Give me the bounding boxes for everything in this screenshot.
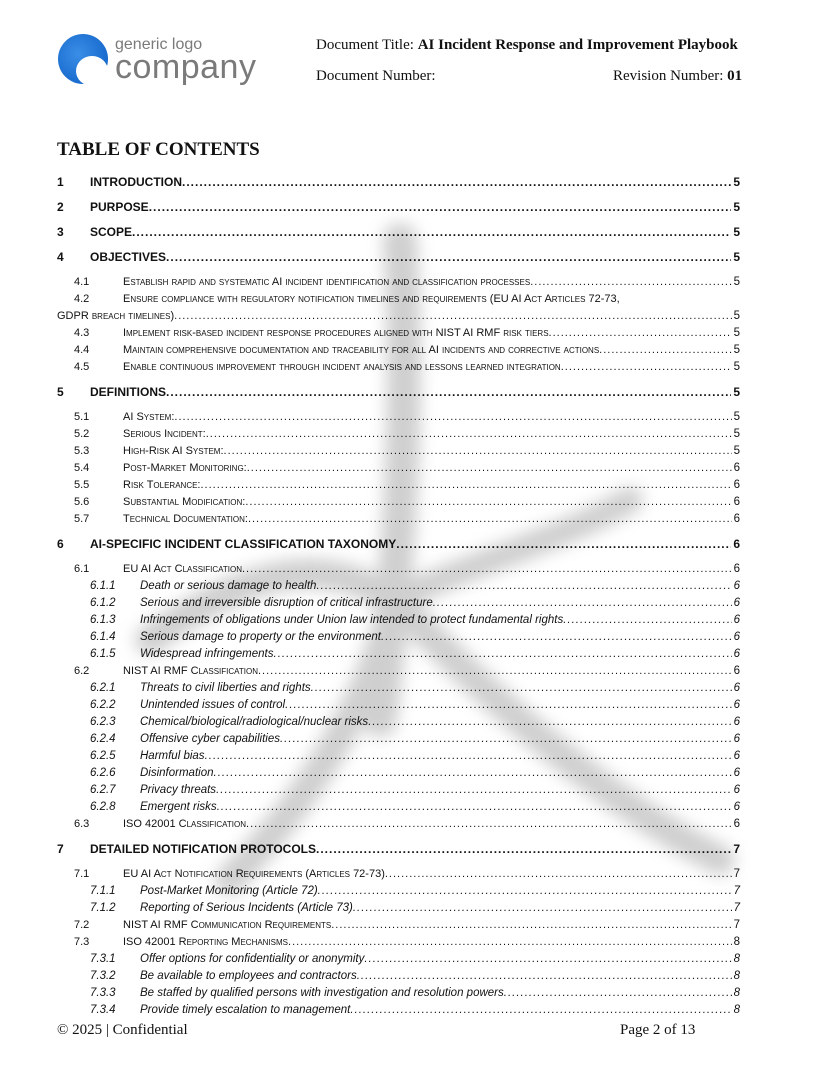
- title-label: Document Title:: [316, 37, 414, 53]
- toc-entry-page: 6: [733, 597, 740, 609]
- toc-dot-leader: [248, 511, 732, 528]
- toc-entry-number: 4: [57, 250, 64, 264]
- toc-entry-text: Provide timely escalation to management: [140, 1004, 351, 1016]
- toc-entry-page: 7: [733, 902, 740, 914]
- toc-entry-number: 5.2: [74, 428, 90, 440]
- toc-entry[interactable]: [57, 426, 740, 443]
- toc-entry-page: 7: [733, 868, 740, 880]
- toc-entry[interactable]: [57, 536, 740, 553]
- toc-entry[interactable]: [57, 578, 740, 595]
- toc-entry-number: 6.2.4: [90, 733, 116, 745]
- toc-entry-page: 6: [733, 682, 740, 694]
- toc-entry-page: 8: [733, 970, 740, 982]
- toc-entry-text: High-Risk AI System:: [123, 445, 224, 457]
- logo-circle-icon: [58, 34, 108, 84]
- toc-entry-number: 6.1: [74, 563, 90, 575]
- toc-entry-number: 4.1: [74, 276, 90, 288]
- toc-entry-page: 5: [733, 411, 740, 423]
- toc-dot-leader: [132, 224, 731, 241]
- toc-entry[interactable]: [57, 629, 740, 646]
- toc-entry-number: 5.4: [74, 462, 90, 474]
- toc-entry[interactable]: [57, 748, 740, 765]
- toc-entry-page: 6: [733, 580, 740, 592]
- toc-entry-number: 7.3.2: [90, 970, 116, 982]
- toc-entry-text: SCOPE: [90, 225, 133, 239]
- toc-entry-number: 6.2.1: [90, 682, 116, 694]
- toc-entry-page: 5: [733, 361, 740, 373]
- toc-dot-leader: [331, 917, 731, 934]
- toc-entry-number: 7.1.2: [90, 902, 116, 914]
- toc-entry-page: 7: [733, 885, 740, 897]
- toc-dot-leader: [530, 274, 731, 291]
- toc-entry-page: 6: [733, 496, 740, 508]
- toc-dot-leader: [149, 199, 732, 216]
- toc-entry-text: Threats to civil liberties and rights: [140, 682, 311, 694]
- toc-entry-number: 5.1: [74, 411, 90, 423]
- toc-entry-text: Be available to employees and contractors: [140, 970, 357, 982]
- toc-dot-leader: [357, 968, 732, 985]
- toc-entry-text: Unintended issues of control: [140, 699, 286, 711]
- toc-dot-leader: [381, 629, 732, 646]
- toc-entry-number: 4.4: [74, 344, 90, 356]
- toc-entry-text: Serious damage to property or the environment: [140, 631, 381, 643]
- toc-entry-number: 7.3.3: [90, 987, 116, 999]
- toc-dot-leader: [224, 443, 732, 460]
- toc-entry-page: 5: [733, 276, 740, 288]
- toc-entry-page: 8: [733, 953, 740, 965]
- toc-entry[interactable]: [57, 799, 740, 816]
- toc-entry[interactable]: [57, 816, 740, 833]
- toc-entry-page: 6: [733, 750, 740, 762]
- toc-dot-leader: [561, 359, 732, 376]
- toc-dot-leader: [174, 308, 731, 325]
- table-of-contents: [57, 174, 740, 1019]
- toc-entry[interactable]: [57, 342, 740, 359]
- toc-entry-page: 5: [733, 327, 740, 339]
- toc-entry[interactable]: [57, 663, 740, 680]
- toc-entry-number: 4.2: [74, 293, 90, 305]
- toc-entry-text: Widespread infringements: [140, 648, 274, 660]
- toc-entry[interactable]: [57, 359, 740, 376]
- toc-entry-text: Death or serious damage to health: [140, 580, 317, 592]
- logo-text-bottom: company: [115, 48, 257, 86]
- toc-dot-leader: [216, 782, 732, 799]
- toc-entry-page: 6: [733, 631, 740, 643]
- toc-entry-text: Serious Incident:: [123, 428, 206, 440]
- toc-entry-text: Ensure compliance with regulatory notification timelines and requirements (EU AI Act Articles 72-73,: [123, 293, 620, 305]
- toc-entry[interactable]: [57, 308, 740, 325]
- toc-entry-number: 5.3: [74, 445, 90, 457]
- toc-entry-page: 5: [733, 385, 740, 399]
- toc-entry-text: Harmful bias: [140, 750, 205, 762]
- toc-entry[interactable]: [57, 680, 740, 697]
- toc-dot-leader: [364, 951, 731, 968]
- toc-dot-leader: [247, 460, 732, 477]
- toc-entry[interactable]: [57, 646, 740, 663]
- footer-page-number: Page 2 of 13: [620, 1022, 696, 1038]
- toc-dot-leader: [245, 494, 731, 511]
- toc-entry-page: 6: [733, 537, 740, 551]
- toc-entry-text: Emergent risks: [140, 801, 217, 813]
- toc-entry-page: 5: [733, 428, 740, 440]
- toc-dot-leader: [214, 765, 732, 782]
- toc-entry-number: 7.1.1: [90, 885, 116, 897]
- toc-entry[interactable]: [57, 951, 740, 968]
- toc-entry-page: 6: [733, 462, 740, 474]
- toc-dot-leader: [242, 561, 732, 578]
- toc-entry-page: 6: [733, 513, 740, 525]
- toc-entry-number: 6.2.3: [90, 716, 116, 728]
- toc-entry-text: Be staffed by qualified persons with investigation and resolution powers: [140, 987, 504, 999]
- title-value: AI Incident Response and Improvement Playbook: [417, 37, 738, 53]
- toc-entry-text: ISO 42001 Reporting Mechanisms: [123, 936, 289, 948]
- toc-dot-leader: [316, 578, 731, 595]
- toc-entry-page: 5: [733, 250, 740, 264]
- toc-entry-text: Technical Documentation:: [123, 513, 248, 525]
- toc-dot-leader: [549, 325, 732, 342]
- toc-entry-text: Offensive cyber capabilities: [140, 733, 280, 745]
- toc-dot-leader: [200, 477, 731, 494]
- toc-dot-leader: [206, 426, 732, 443]
- revision-label: Revision Number:: [613, 68, 724, 84]
- toc-dot-leader: [280, 731, 732, 748]
- toc-entry-text: Infringements of obligations under Union law intended to protect fundamental rights: [140, 614, 564, 626]
- toc-entry-number: 6.2.2: [90, 699, 116, 711]
- toc-entry[interactable]: [57, 249, 740, 266]
- footer-copyright: © 2025 | Confidential: [57, 1022, 188, 1038]
- toc-dot-leader: [288, 934, 732, 951]
- toc-entry-number: 6.2.6: [90, 767, 116, 779]
- document-title: [316, 37, 738, 54]
- toc-entry-text: Offer options for confidentiality or anonymity: [140, 953, 365, 965]
- toc-entry-text: Chemical/biological/radiological/nuclear risks: [140, 716, 369, 728]
- toc-dot-leader: [274, 646, 732, 663]
- toc-heading: TABLE OF CONTENTS: [57, 139, 260, 160]
- toc-entry-page: 5: [733, 310, 740, 322]
- toc-dot-leader: [246, 816, 732, 833]
- toc-entry[interactable]: [57, 841, 740, 858]
- toc-entry[interactable]: [57, 384, 740, 401]
- toc-entry-number: 7.2: [74, 919, 90, 931]
- toc-entry-number: 7: [57, 842, 64, 856]
- toc-entry-number: 7.3.1: [90, 953, 116, 965]
- toc-entry-text: Disinformation: [140, 767, 214, 779]
- toc-entry[interactable]: [57, 697, 740, 714]
- toc-dot-leader: [433, 595, 732, 612]
- toc-entry-page: 8: [733, 936, 740, 948]
- toc-entry-number: 6.1.1: [90, 580, 116, 592]
- toc-entry-page: 5: [733, 445, 740, 457]
- toc-entry[interactable]: [57, 917, 740, 934]
- toc-entry[interactable]: [57, 477, 740, 494]
- toc-entry-page: 6: [733, 716, 740, 728]
- toc-entry-number: 6.1.5: [90, 648, 116, 660]
- toc-entry-number: 4.5: [74, 361, 90, 373]
- toc-entry-text: ISO 42001 Classification: [123, 818, 247, 830]
- toc-dot-leader: [217, 799, 732, 816]
- toc-entry-text: EU AI Act Notification Requirements (Articles 72-73): [123, 868, 385, 880]
- toc-entry-text: Substantial Modification:: [123, 496, 246, 508]
- toc-dot-leader: [182, 174, 731, 191]
- toc-entry-number: 6.2: [74, 665, 90, 677]
- toc-entry-text: Maintain comprehensive documentation and traceability for all AI incidents and corrective actions: [123, 344, 600, 356]
- toc-entry-page: 6: [733, 733, 740, 745]
- toc-entry[interactable]: [57, 174, 740, 191]
- toc-dot-leader: [205, 748, 732, 765]
- toc-entry-text: Post-Market Monitoring:: [123, 462, 247, 474]
- toc-entry-text: Post-Market Monitoring (Article 72): [140, 885, 318, 897]
- toc-entry-number: 6.2.5: [90, 750, 116, 762]
- toc-entry[interactable]: [57, 765, 740, 782]
- toc-entry-number: 6.3: [74, 818, 90, 830]
- toc-entry-number: 6.1.3: [90, 614, 116, 626]
- toc-entry-text: AI System:: [123, 411, 175, 423]
- toc-entry-text: PURPOSE: [90, 200, 149, 214]
- toc-entry-number: 5.5: [74, 479, 90, 491]
- toc-entry-number: 6.2.8: [90, 801, 116, 813]
- toc-entry-page: 5: [733, 225, 740, 239]
- toc-entry-text: Implement risk-based incident response procedures aligned with NIST AI RMF risk tiers: [123, 327, 549, 339]
- toc-entry-page: 5: [733, 344, 740, 356]
- toc-entry-text: NIST AI RMF Classification: [123, 665, 258, 677]
- toc-entry-number: 3: [57, 225, 64, 239]
- revision-number: [613, 68, 742, 85]
- toc-entry-text: DEFINITIONS: [90, 385, 167, 399]
- toc-entry-text: AI-SPECIFIC INCIDENT CLASSIFICATION TAXONOMY: [90, 537, 397, 551]
- toc-entry[interactable]: [57, 561, 740, 578]
- toc-entry[interactable]: [57, 325, 740, 342]
- toc-entry-page: 6: [733, 801, 740, 813]
- toc-entry-number: 5.7: [74, 513, 90, 525]
- toc-entry-text: NIST AI RMF Communication Requirements: [123, 919, 332, 931]
- toc-entry-page: 6: [733, 767, 740, 779]
- toc-entry-page: 6: [733, 665, 740, 677]
- toc-entry[interactable]: [57, 409, 740, 426]
- toc-entry-page: 6: [733, 648, 740, 660]
- toc-entry-page: 8: [733, 1004, 740, 1016]
- toc-entry-page: 6: [733, 563, 740, 575]
- toc-entry-text: DETAILED NOTIFICATION PROTOCOLS: [90, 842, 316, 856]
- toc-entry-page: 7: [733, 842, 740, 856]
- toc-entry-text: INTRODUCTION: [90, 175, 182, 189]
- toc-dot-leader: [396, 536, 731, 553]
- toc-entry[interactable]: [57, 968, 740, 985]
- toc-entry[interactable]: [57, 291, 740, 308]
- toc-dot-leader: [350, 1002, 731, 1019]
- toc-dot-leader: [504, 985, 732, 1002]
- toc-dot-leader: [166, 249, 731, 266]
- toc-entry-number: 2: [57, 200, 64, 214]
- toc-entry-page: 6: [733, 699, 740, 711]
- toc-dot-leader: [258, 663, 732, 680]
- toc-entry-number: 7.3.4: [90, 1004, 116, 1016]
- toc-entry-text: EU AI Act Classification: [123, 563, 242, 575]
- toc-entry[interactable]: [57, 883, 740, 900]
- toc-entry[interactable]: [57, 985, 740, 1002]
- toc-entry-text: Privacy threats: [140, 784, 217, 796]
- toc-entry[interactable]: [57, 714, 740, 731]
- document-number-label: Document Number:: [316, 68, 436, 84]
- toc-entry[interactable]: [57, 900, 740, 917]
- toc-dot-leader: [316, 841, 731, 858]
- toc-dot-leader: [353, 900, 732, 917]
- toc-entry-number: 4.3: [74, 327, 90, 339]
- toc-entry[interactable]: [57, 782, 740, 799]
- toc-entry-number: 5: [57, 385, 64, 399]
- toc-entry[interactable]: [57, 443, 740, 460]
- toc-dot-leader: [385, 866, 732, 883]
- toc-entry-number: 5.6: [74, 496, 90, 508]
- toc-entry-text: Enable continuous improvement through incident analysis and lessons learned integration: [123, 361, 561, 373]
- company-logo: [58, 34, 268, 90]
- toc-entry-text: Establish rapid and systematic AI incident identification and classification processes: [123, 276, 531, 288]
- logo-text-top: generic logo: [115, 36, 203, 53]
- revision-value: 01: [727, 68, 743, 84]
- toc-entry-text: OBJECTIVES: [90, 250, 167, 264]
- toc-entry-number: 6.2.7: [90, 784, 116, 796]
- toc-entry-page: 8: [733, 987, 740, 999]
- toc-entry[interactable]: [57, 612, 740, 629]
- toc-entry-text: Serious and irreversible disruption of critical infrastructure: [140, 597, 433, 609]
- toc-entry-number: 1: [57, 175, 64, 189]
- toc-entry[interactable]: [57, 224, 740, 241]
- toc-entry-page: 5: [733, 175, 740, 189]
- toc-entry[interactable]: [57, 494, 740, 511]
- toc-entry-page: 6: [733, 818, 740, 830]
- toc-dot-leader: [174, 409, 731, 426]
- toc-entry-text: Risk Tolerance:: [123, 479, 201, 491]
- toc-entry-page: 5: [733, 200, 740, 214]
- toc-entry[interactable]: [57, 934, 740, 951]
- toc-entry-number: 6.1.2: [90, 597, 116, 609]
- toc-entry[interactable]: [57, 731, 740, 748]
- toc-entry-text: Reporting of Serious Incidents (Article 73): [140, 902, 353, 914]
- toc-dot-leader: [318, 883, 732, 900]
- toc-dot-leader: [166, 384, 731, 401]
- toc-entry[interactable]: [57, 199, 740, 216]
- toc-entry[interactable]: [57, 511, 740, 528]
- toc-entry[interactable]: [57, 1002, 740, 1019]
- toc-entry[interactable]: [57, 460, 740, 477]
- toc-entry-page: 6: [733, 614, 740, 626]
- toc-entry-number: 7.3: [74, 936, 90, 948]
- toc-dot-leader: [599, 342, 731, 359]
- toc-entry-number: 7.1: [74, 868, 90, 880]
- toc-entry[interactable]: [57, 866, 740, 883]
- toc-dot-leader: [368, 714, 731, 731]
- toc-dot-leader: [285, 697, 731, 714]
- toc-entry[interactable]: [57, 274, 740, 291]
- toc-entry-page: 6: [733, 479, 740, 491]
- toc-entry-text: GDPR breach timelines): [57, 310, 175, 322]
- toc-entry-page: 6: [733, 784, 740, 796]
- toc-entry-number: 6.1.4: [90, 631, 116, 643]
- toc-dot-leader: [311, 680, 732, 697]
- toc-entry-number: 6: [57, 537, 64, 551]
- toc-dot-leader: [563, 612, 731, 629]
- toc-entry-page: 7: [733, 919, 740, 931]
- toc-entry[interactable]: [57, 595, 740, 612]
